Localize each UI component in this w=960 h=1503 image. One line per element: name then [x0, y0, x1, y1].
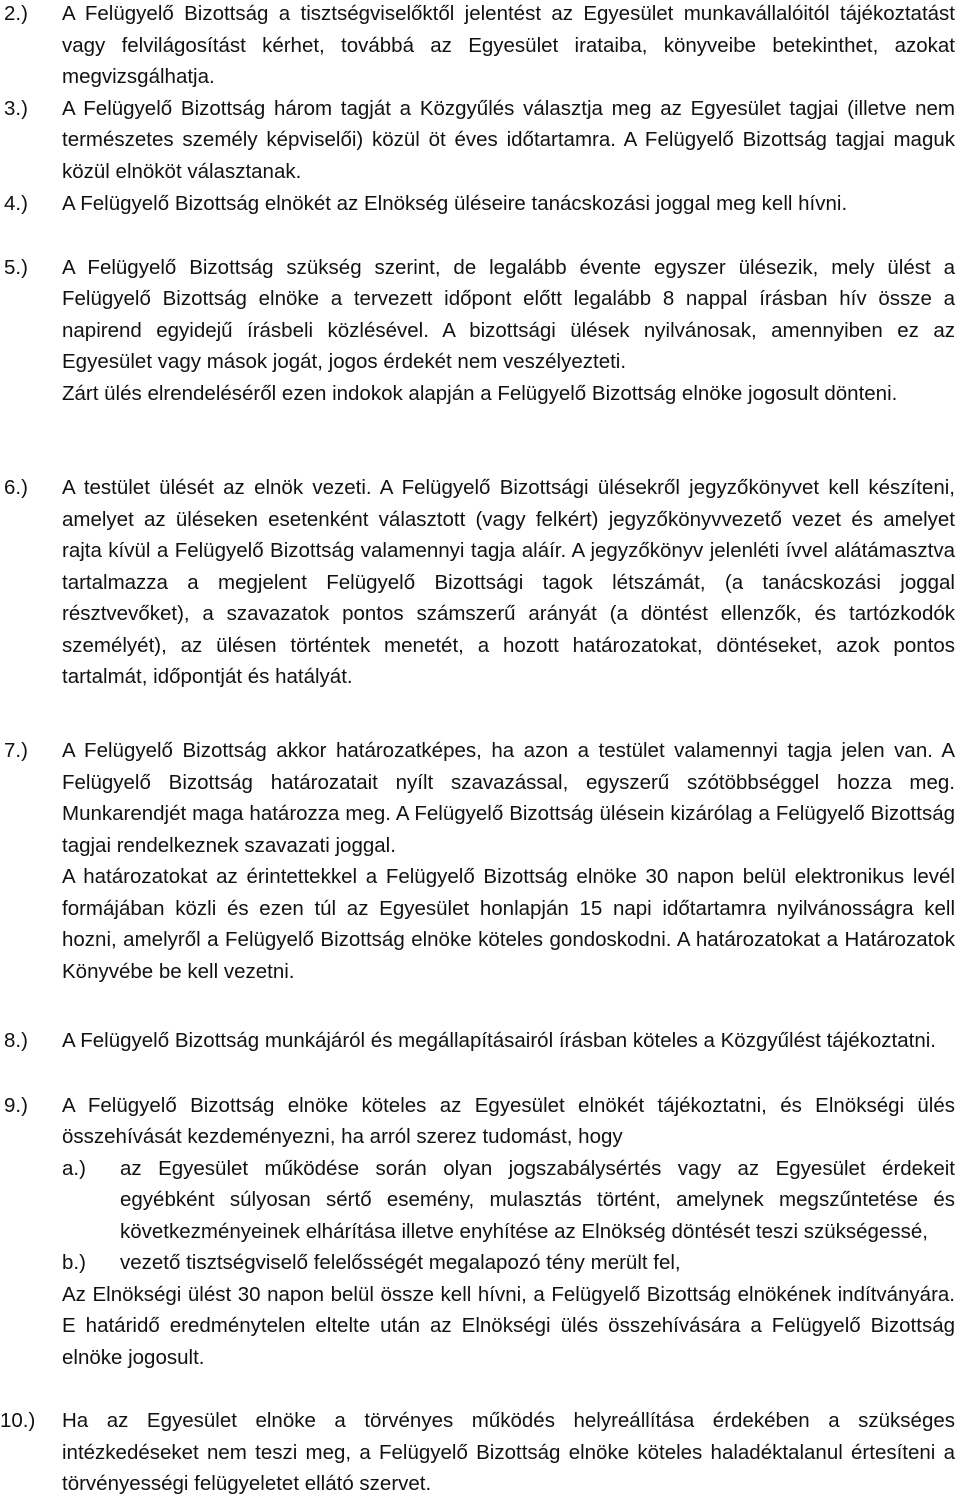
- item-paragraph: Zárt ülés elrendeléséről ezen indokok alapján a Felügyelő Bizottság elnöke jogosult dönteni.: [62, 381, 898, 405]
- item-number: 8.): [4, 1029, 28, 1052]
- item-number: 3.): [4, 96, 28, 120]
- item-number: 6.): [4, 476, 28, 499]
- item-number: 4.): [4, 192, 28, 215]
- item-paragraph: A Felügyelő Bizottság a tisztségviselőktől jelentést az Egyesület munkavállalóitól tájékoztatást vagy felvilágosítást kérhet, továbbá az Egyesület irataiba, könyveibe betekinthet, azokat megvizsgálhatja.: [62, 2, 955, 89]
- item-paragraph: A Felügyelő Bizottság akkor határozatképes, ha azon a testület valamennyi tagja jelen van. A Felügyelő Bizottság határozatait nyílt szavazással, egyszerű szótöbbséggel hozza meg. Munkarendjét maga határozza meg. A Felügyelő Bizottság ülésein kizárólag a Felügyelő Bizottság tagjai rendelkeznek szavazati joggal.: [62, 739, 955, 857]
- subitem-number: b.): [62, 1251, 86, 1275]
- item-paragraph: Ha az Egyesület elnöke a törvényes működés helyreállítása érdekében a szükséges intézkedéseket nem teszi meg, a Felügyelő Bizottság elnöke köteles haladéktalanul értesíteni a törvényességi felügyeletet ellátó szervet.: [62, 1409, 955, 1496]
- item-paragraph: Az Elnökségi ülést 30 napon belül össze kell hívni, a Felügyelő Bizottság elnökének indítványára. E határidő eredménytelen eltelte után az Elnökségi ülés összehívására a Felügyelő Bizottság elnöke jogosult.: [62, 1282, 955, 1369]
- subitem-paragraph: vezető tisztségviselő felelősségét megalapozó tény merült fel,: [120, 1251, 681, 1275]
- item-number: 7.): [4, 739, 28, 762]
- item-paragraph: A Felügyelő Bizottság elnöke köteles az Egyesület elnökét tájékoztatni, és Elnökségi ülés összehívását kezdeményezni, ha arról szerez tudomást, hogy: [62, 1093, 955, 1149]
- item-number: 9.): [4, 1093, 28, 1117]
- item-number: 5.): [4, 255, 28, 279]
- subitem-paragraph: az Egyesület működése során olyan jogszabálysértés vagy az Egyesület érdekeit egyébként súlyosan sértő esemény, mulasztás történt, amelynek megszűntetése és következményeinek elhárítása illetve enyhítése az Elnökség döntését teszi szükségessé,: [120, 1156, 955, 1243]
- item-number: 2.): [4, 2, 28, 25]
- item-paragraph: A Felügyelő Bizottság három tagját a Közgyűlés választja meg az Egyesület tagjai (illetve nem természetes személy képviselői) közül öt éves időtartamra. A Felügyelő Bizottság tagjai maguk közül elnököt választanak.: [62, 96, 955, 183]
- sublist-item-a: [62, 1153, 955, 1248]
- item-paragraph: A Felügyelő Bizottság munkájáról és megállapításairól írásban köteles a Közgyűlést tájékoztatni.: [62, 1029, 937, 1052]
- sublist-item-b: [62, 1247, 955, 1279]
- item-paragraph: A határozatokat az érintettekkel a Felügyelő Bizottság elnöke 30 napon belül elektronikus levél formájában közli és ezen túl az Egyesület honlapján 15 napi időtartamra nyilvánosságra kell hozni, amelyről a Felügyelő Bizottság elnöke köteles gondoskodni. A határozatokat a Határozatok Könyvébe be kell vezetni.: [62, 865, 955, 983]
- item-paragraph: A testület ülését az elnök vezeti. A Felügyelő Bizottsági ülésekről jegyzőkönyvet kell készíteni, amelyet az üléseken esetenként választott (vagy felkért) jegyzőkönyvvezető vezet és amelyet rajta kívül a Felügyelő Bizottság valamennyi tagja aláír. A jegyzőkönyv jelenléti ívvel alátámasztva tartalmazza a megjelent Felügyelő Bizottsági tagok létszámát, (a tanácskozási joggal résztvevőket), a szavazatok pontos számszerű arányát (a döntést ellenzők, és tartózkodók személyét), az ülésen történtek menetét, a hozott határozatokat, döntéseket, azok pontos tartalmát, időpontját és hatályát.: [62, 476, 955, 689]
- item-number: 10.): [0, 1409, 36, 1432]
- subitem-number: a.): [62, 1156, 86, 1180]
- item-paragraph: A Felügyelő Bizottság szükség szerint, de legalább évente egyszer ülésezik, mely ülést a Felügyelő Bizottság elnöke a tervezett időpont előtt legalább 8 nappal írásban hív össze a napirend egyidejű írásbeli közlésével. A bizottsági ülések nyilvánosak, amennyiben ez az Egyesület vagy mások jogát, jogos érdekét nem veszélyezteti.: [62, 255, 955, 374]
- item-paragraph: A Felügyelő Bizottság elnökét az Elnökség üléseire tanácskozási joggal meg kell hívni.: [62, 192, 848, 215]
